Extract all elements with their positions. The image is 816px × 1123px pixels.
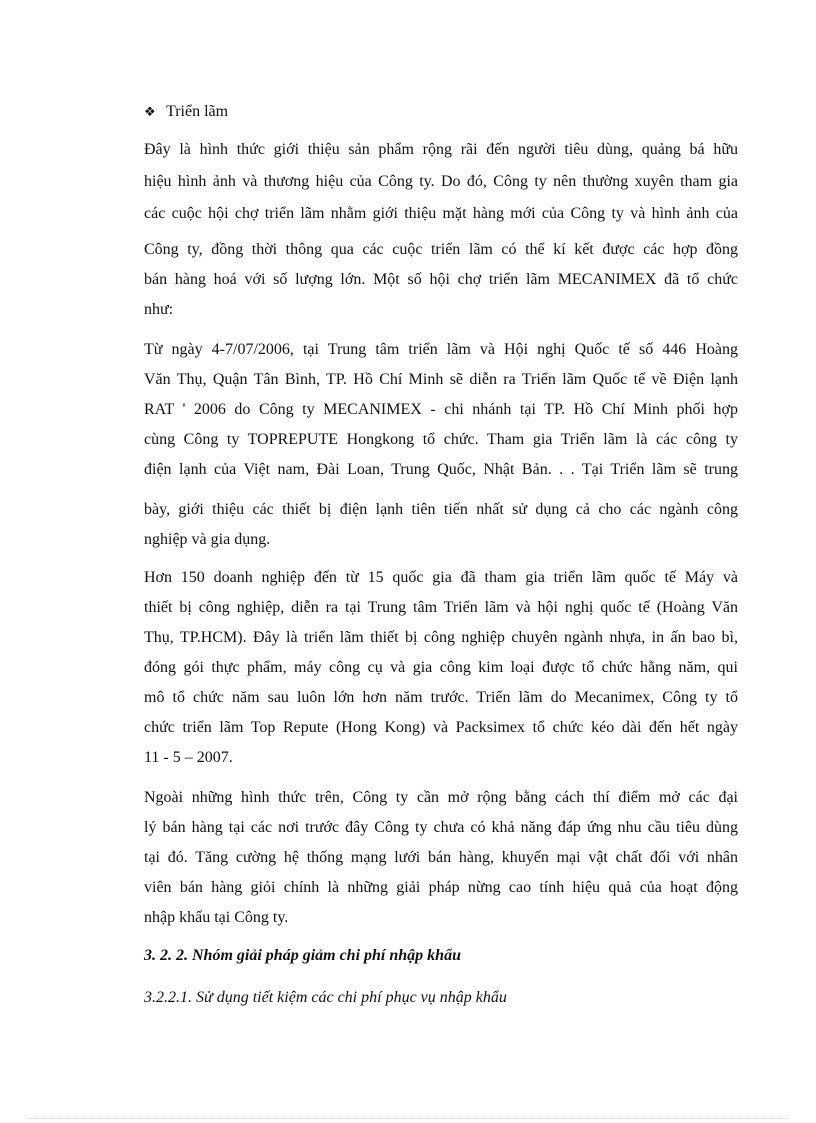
paragraph-3-line-5: mô tổ chức năm sau luôn lớn hơn năm trước. Triển lãm do Mecanimex, Công ty tổ [144, 689, 738, 706]
paragraph-2-line-2: Văn Thụ, Quận Tân Bình, TP. Hồ Chí Minh sẽ diễn ra Triển lãm Quốc tế về Điện lạnh [144, 371, 738, 388]
paragraph-1-line-5: bán hàng hoá với số lượng lớn. Một số hội chợ triển lãm MECANIMEX đã tổ chức [144, 271, 738, 288]
paragraph-2-line-5: điện lạnh của Việt nam, Đài Loan, Trung Quốc, Nhật Bản. . . Tại Triển lãm sẽ trung [144, 461, 738, 478]
paragraph-4-line-5: nhập khẩu tại Công ty. [144, 909, 289, 926]
page-bottom-rule [28, 1118, 788, 1119]
paragraph-1-line-3: các cuộc hội chợ triển lãm nhằm giới thiệu mặt hàng mới của Công ty và hình ảnh của [144, 205, 738, 222]
paragraph-3-line-1: Hơn 150 doanh nghiệp đến từ 15 quốc gia đã tham gia triển lãm quốc tế Máy và [144, 569, 738, 586]
section-heading: 3. 2. 2. Nhóm giải pháp giảm chi phí nhập khẩu [144, 947, 461, 964]
paragraph-1-line-1: Đây là hình thức giới thiệu sản phẩm rộng rãi đến người tiêu dùng, quảng bá hữu [144, 141, 738, 158]
paragraph-2-line-3: RAT ' 2006 do Công ty MECANIMEX - chi nhánh tại TP. Hồ Chí Minh phối hợp [144, 401, 738, 418]
paragraph-4-line-2: lý bán hàng tại các nơi trước đây Công ty chưa có khả năng đáp ứng nhu cầu tiêu dùng [144, 819, 738, 836]
section-bullet-title [144, 102, 228, 122]
subsection-heading: 3.2.2.1. Sử dụng tiết kiệm các chi phí phục vụ nhập khẩu [144, 989, 507, 1006]
paragraph-1-line-6: như: [144, 301, 174, 318]
paragraph-2-line-1: Từ ngày 4-7/07/2006, tại Trung tâm triển lãm và Hội nghị Quốc tế số 446 Hoàng [144, 341, 738, 358]
paragraph-4-line-3: tại đó. Tăng cường hệ thống mạng lưới bán hàng, khuyến mại vật chất đối với nhân [144, 849, 738, 866]
paragraph-4-line-1: Ngoài những hình thức trên, Công ty cần mở rộng bằng cách thí điểm mở các đại [144, 789, 738, 806]
paragraph-3-line-2: thiết bị công nghiệp, diễn ra tại Trung tâm Triển lãm và hội nghị quốc tế (Hoàng Văn [144, 599, 738, 616]
paragraph-3-line-7: 11 - 5 – 2007. [144, 749, 233, 766]
paragraph-2-line-6: bày, giới thiệu các thiết bị điện lạnh tiên tiến nhất sử dụng cả cho các ngành công [144, 501, 738, 518]
paragraph-2-line-7: nghiệp và gia dụng. [144, 531, 271, 548]
paragraph-2-line-4: cùng Công ty TOPREPUTE Hongkong tổ chức. Tham gia Triển lãm là các công ty [144, 431, 738, 448]
diamond-bullet-icon: ❖ [144, 104, 156, 119]
bullet-title-text: Triển lãm [166, 103, 229, 120]
paragraph-1-line-2: hiệu hình ảnh và thương hiệu của Công ty. Do đó, Công ty nên thường xuyên tham gia [144, 173, 738, 190]
paragraph-3-line-6: chức triển lãm Top Repute (Hong Kong) và Packsimex tổ chức kéo dài đến hết ngày [144, 719, 738, 736]
paragraph-4-line-4: viên bán hàng giỏi chính là những giải pháp nừng cao tính hiệu quả của hoạt động [144, 879, 738, 896]
paragraph-3-line-4: đóng gói thực phẩm, máy công cụ và gia công kim loại được tổ chức hằng năm, qui [144, 659, 738, 676]
paragraph-3-line-3: Thụ, TP.HCM). Đây là triển lãm thiết bị công nghiệp chuyên ngành nhựa, in ấn bao bì, [144, 629, 738, 646]
paragraph-1-line-4: Công ty, đồng thời thông qua các cuộc triển lãm có thể kí kết được các hợp đồng [144, 241, 738, 258]
